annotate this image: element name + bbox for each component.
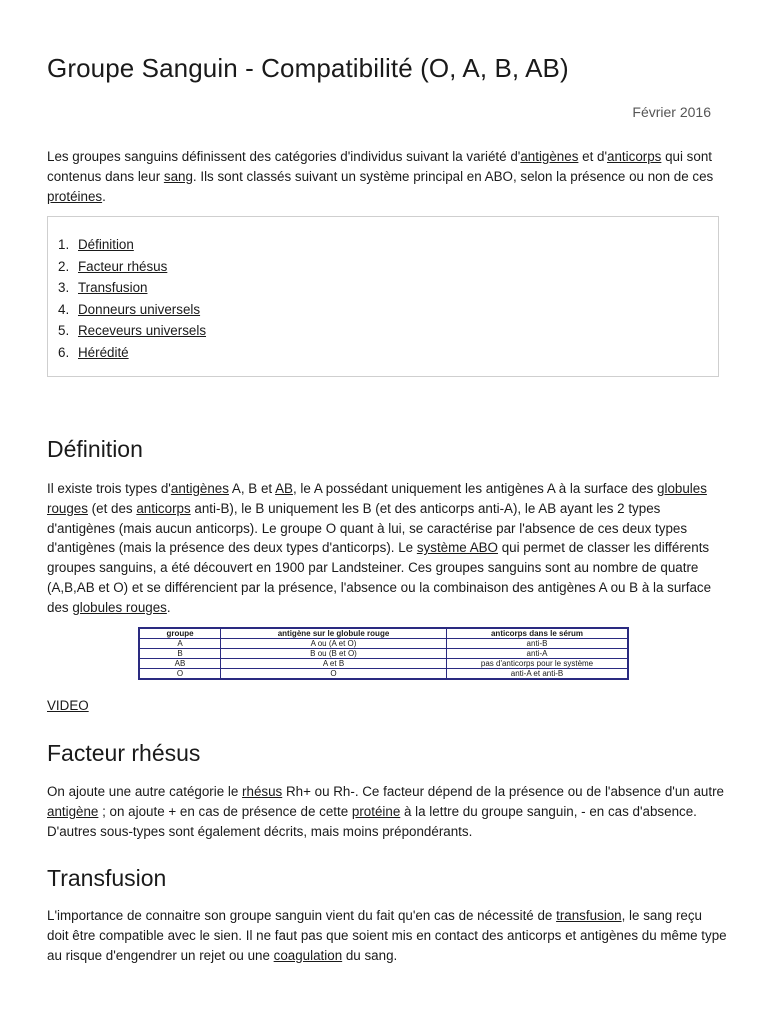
toc-link-donneurs[interactable]: Donneurs universels xyxy=(78,301,201,317)
toc-item xyxy=(58,299,206,321)
intro-text-5: . xyxy=(102,188,106,204)
definition-text-2: A, B et xyxy=(228,481,276,496)
video-link[interactable]: VIDEO xyxy=(47,698,89,713)
table-cell: A et B xyxy=(221,659,447,669)
toc-link-heredite[interactable]: Hérédité xyxy=(78,344,129,360)
col-header-antigene: antigène sur le globule rouge xyxy=(221,628,447,639)
table-row xyxy=(139,649,628,659)
transfusion-text-2: , le sang reçu doit être compatible avec le sien. Il ne faut pas que soient mis en contact des anticorps et antigènes du même type au risque d'engendrer un rejet ou une xyxy=(47,908,727,963)
link-systeme-abo[interactable]: système ABO xyxy=(416,540,498,556)
definition-text-7: . xyxy=(166,599,171,615)
table-row xyxy=(139,659,628,669)
toc-number: 3. xyxy=(58,280,70,296)
table-cell: B ou (B et O) xyxy=(221,649,447,659)
definition-text-5: anti-B), le B uniquement les B (et des anticorps anti-A), le AB ayant les 2 types d'antigènes (mais aucun anticorps). Le groupe O quant à lui, se caractérise par l'absence de ces deux types d'antigènes (mais la présence des deux types d'anticorps). Le xyxy=(47,500,688,556)
definition-text-1: Il existe trois types d' xyxy=(47,481,171,496)
rhesus-text-3: ; on ajoute + en cas de présence de cette xyxy=(98,803,352,819)
heading-definition: Définition xyxy=(47,436,143,462)
table-of-contents xyxy=(47,216,719,377)
link-globules-rouges[interactable]: globules rouges xyxy=(47,481,707,516)
toc-number: 2. xyxy=(58,258,70,274)
intro-text-1: Les groupes sanguins définissent des catégories d'individus suivant la variété d' xyxy=(47,149,521,164)
link-anticorps[interactable]: anticorps xyxy=(607,149,662,164)
table-cell: anti-A xyxy=(447,649,629,659)
link-rhesus[interactable]: rhésus xyxy=(242,784,283,799)
link-anticorps[interactable]: anticorps xyxy=(136,500,191,516)
heading-transfusion: Transfusion xyxy=(47,865,167,891)
transfusion-text-3: du sang. xyxy=(342,947,398,963)
rhesus-text-2: Rh+ ou Rh-. Ce facteur dépend de la présence ou de l'absence d'un autre xyxy=(282,784,724,799)
definition-paragraph xyxy=(47,479,727,618)
table-cell: AB xyxy=(139,659,221,669)
table-header-row xyxy=(139,628,628,639)
table-cell: A ou (A et O) xyxy=(221,639,447,649)
link-sang[interactable]: sang xyxy=(163,168,193,184)
transfusion-paragraph xyxy=(47,906,727,965)
rhesus-text-1: On ajoute une autre catégorie le xyxy=(47,784,243,799)
intro-paragraph xyxy=(47,147,727,206)
transfusion-text-1: L'importance de connaitre son groupe sanguin vient du fait qu'en cas de nécessité de xyxy=(47,908,557,923)
link-transfusion[interactable]: transfusion xyxy=(556,908,622,923)
table-cell: anti-A et anti-B xyxy=(447,669,629,680)
link-antigenes[interactable]: antigènes xyxy=(520,149,579,164)
toc-item xyxy=(58,342,206,364)
toc-item xyxy=(58,256,206,278)
table-cell: pas d'anticorps pour le système xyxy=(447,659,629,669)
toc-link-transfusion[interactable]: Transfusion xyxy=(78,280,148,296)
heading-rhesus: Facteur rhésus xyxy=(47,740,201,766)
definition-text-4: (et des xyxy=(87,500,137,516)
table-cell: B xyxy=(139,649,221,659)
publish-date: Février 2016 xyxy=(632,104,711,120)
intro-text-4: . Ils sont classés suivant un système principal en ABO, selon la présence ou non de ces xyxy=(192,168,714,184)
toc-link-receveurs[interactable]: Receveurs universels xyxy=(78,323,207,339)
toc-item xyxy=(58,277,206,299)
rhesus-paragraph xyxy=(47,782,727,841)
link-coagulation[interactable]: coagulation xyxy=(273,947,343,963)
link-proteines[interactable]: protéines xyxy=(47,188,103,204)
toc-link-rhesus[interactable]: Facteur rhésus xyxy=(78,258,168,274)
blood-group-table xyxy=(138,627,629,680)
rhesus-text-4: à la lettre du groupe sanguin, - en cas d'absence. D'autres sous-types sont également décrits, mais moins prépondérants. xyxy=(47,803,697,839)
toc-list xyxy=(58,234,206,364)
page-title: Groupe Sanguin - Compatibilité (O, A, B, AB) xyxy=(47,53,569,83)
definition-text-6: qui permet de classer les différents groupes sanguins, a été découvert en 1900 par Landsteiner. Ces groupes sanguins sont au nombre de quatre (A,B,AB et O) et se différencient par la présence, l'absence ou la combinaison des antigènes A ou B à la surface des xyxy=(47,540,712,615)
col-header-anticorps: anticorps dans le sérum xyxy=(447,628,629,639)
toc-link-definition[interactable]: Définition xyxy=(78,237,134,252)
link-globules-rouges[interactable]: globules rouges xyxy=(72,599,167,615)
toc-item xyxy=(58,320,206,342)
link-proteine[interactable]: protéine xyxy=(351,803,401,819)
col-header-groupe: groupe xyxy=(139,628,221,639)
toc-number: 6. xyxy=(58,344,70,360)
intro-text-3: qui sont contenus dans leur xyxy=(47,149,712,184)
toc-number: 5. xyxy=(58,323,70,339)
intro-text-2: et d' xyxy=(578,149,608,164)
table-cell: O xyxy=(139,669,221,680)
table-row xyxy=(139,639,628,649)
definition-text-3: , le A possédant uniquement les antigènes A à la surface des xyxy=(292,481,658,496)
table-row xyxy=(139,669,628,680)
table-cell: A xyxy=(139,639,221,649)
toc-number: 4. xyxy=(58,301,70,317)
link-ab[interactable]: AB xyxy=(275,481,293,496)
link-antigenes[interactable]: antigènes xyxy=(170,481,229,496)
toc-item xyxy=(58,234,206,256)
table-cell: O xyxy=(221,669,447,680)
link-antigene[interactable]: antigène xyxy=(47,803,99,819)
toc-number: 1. xyxy=(58,237,70,252)
table-cell: anti-B xyxy=(447,639,629,649)
